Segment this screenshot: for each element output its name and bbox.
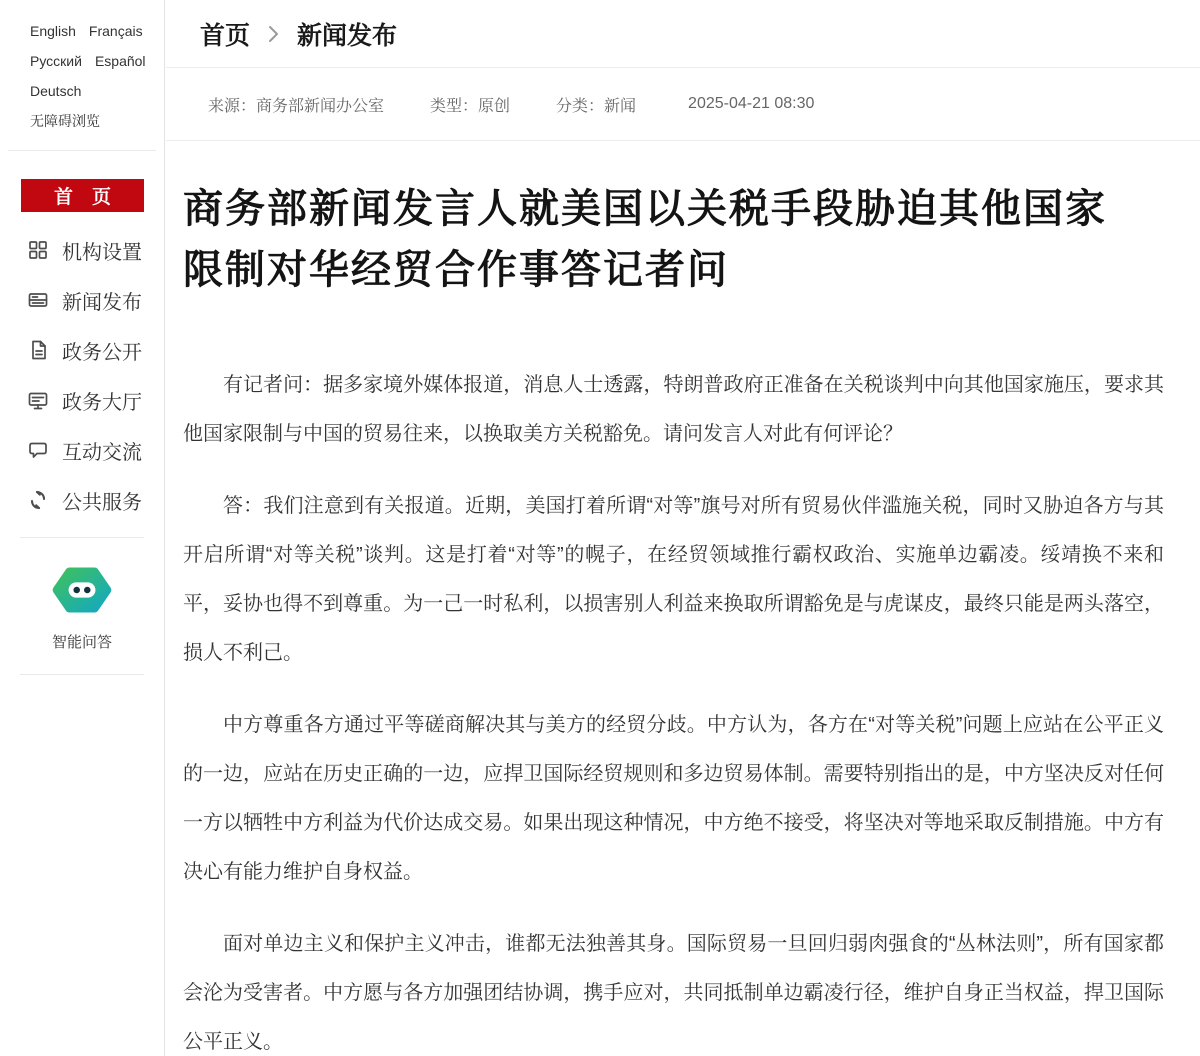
- sidebar-item-label: 政务公开: [62, 341, 142, 364]
- article-paragraph: 中方尊重各方通过平等磋商解决其与美方的经贸分歧。中方认为，各方在“对等关税”问题上应站在公平正义的一边，应站在历史正确的一边，应捍卫国际经贸规则和多边贸易体制。需要特别指出的是，中方坚决反对任何一方以牺牲中方利益为代价达成交易。如果出现这种情况，中方绝不接受，将坚决对等地采取反制措施。中方有决心有能力维护自身权益。: [183, 714, 1164, 883]
- lang-english-link[interactable]: English: [30, 23, 76, 39]
- sidebar-divider: [20, 674, 144, 675]
- home-button-label: 首 页: [53, 187, 111, 208]
- accessibility-browse-link[interactable]: 无障碍浏览: [30, 113, 100, 129]
- org-grid-icon: [27, 239, 49, 261]
- language-row: [30, 46, 164, 76]
- sidebar-divider: [20, 537, 144, 538]
- article-paragraph: 面对单边主义和保护主义冲击，谁都无法独善其身。国际贸易一旦回归弱肉强食的“丛林法则”，所有国家都会沦为受害者。中方愿与各方加强团结协调，携手应对，共同抵制单边霸凌行径，维护自身正当权益，捍卫国际公平正义。: [183, 933, 1164, 1053]
- language-row: [30, 76, 164, 106]
- sidebar-divider: [8, 150, 156, 151]
- article-paragraph: 有记者问：据多家境外媒体报道，消息人士透露，特朗普政府正准备在关税谈判中向其他国家施压，要求其他国家限制与中国的贸易往来，以换取美方关税豁免。请问发言人对此有何评论？: [183, 374, 1164, 445]
- sidebar-item-label: 新闻发布: [62, 291, 142, 314]
- sidebar-item-label: 互动交流: [62, 441, 142, 464]
- sidebar-menu: [0, 225, 164, 525]
- home-button[interactable]: [21, 179, 144, 212]
- chat-icon: [27, 439, 49, 461]
- article: [166, 179, 1200, 1056]
- sidebar-item-public-service[interactable]: [0, 475, 164, 525]
- article-paragraph: 答：我们注意到有关报道。近期，美国打着所谓“对等”旗号对所有贸易伙伴滥施关税，同时又胁迫各方与其开启所谓“对等关税”谈判。这是打着“对等”的幌子，在经贸领域推行霸权政治、实施单边霸凌。绥靖换不来和平，妥协也得不到尊重。为一己一时私利，以损害别人利益来换取所谓豁免是与虎谋皮，最终只能是两头落空，损人不利己。: [183, 495, 1164, 664]
- lang-francais-link[interactable]: Français: [88, 23, 143, 39]
- smart-qa-label: 智能问答: [51, 634, 112, 651]
- robot-icon: [50, 566, 114, 614]
- article-meta-bar: [166, 68, 1200, 141]
- meta-datetime: 2025-04-21 08:30: [688, 95, 815, 112]
- public-service-icon: [27, 489, 49, 511]
- lang-espanol-link[interactable]: Español: [94, 53, 146, 69]
- meta-category: 分类：新闻: [556, 97, 637, 115]
- meta-source: 来源：商务部新闻办公室: [208, 97, 385, 115]
- sidebar-item-label: 机构设置: [62, 241, 142, 264]
- news-icon: [27, 289, 49, 311]
- sidebar-item-org-setup[interactable]: [0, 225, 164, 275]
- sidebar-item-label: 公共服务: [62, 491, 142, 514]
- meta-type: 类型：原创: [430, 97, 511, 115]
- breadcrumb-current-page[interactable]: 新闻发布: [297, 21, 398, 50]
- sidebar-item-label: 政务大厅: [62, 391, 142, 414]
- article-title: 商务部新闻发言人就美国以关税手段胁迫其他国家限制对华经贸合作事答记者问: [183, 187, 1107, 292]
- language-switcher: [0, 0, 164, 144]
- article-body: [183, 361, 1164, 1056]
- sidebar-item-service-hall[interactable]: [0, 375, 164, 425]
- breadcrumb: [166, 0, 1200, 68]
- sidebar: [0, 0, 165, 1056]
- sidebar-item-interaction[interactable]: [0, 425, 164, 475]
- smart-qa-widget[interactable]: [0, 566, 164, 652]
- lang-deutsch-link[interactable]: Deutsch: [30, 83, 82, 99]
- breadcrumb-home-link[interactable]: 首页: [200, 21, 251, 50]
- main-content: [166, 0, 1200, 1056]
- lang-russian-link[interactable]: Русский: [30, 53, 82, 69]
- sidebar-item-gov-disclosure[interactable]: [0, 325, 164, 375]
- chevron-right-icon: [268, 25, 279, 43]
- language-row: [30, 16, 164, 46]
- document-icon: [27, 339, 49, 361]
- sidebar-item-news-release[interactable]: [0, 275, 164, 325]
- language-row: [30, 106, 164, 136]
- service-hall-icon: [27, 389, 49, 411]
